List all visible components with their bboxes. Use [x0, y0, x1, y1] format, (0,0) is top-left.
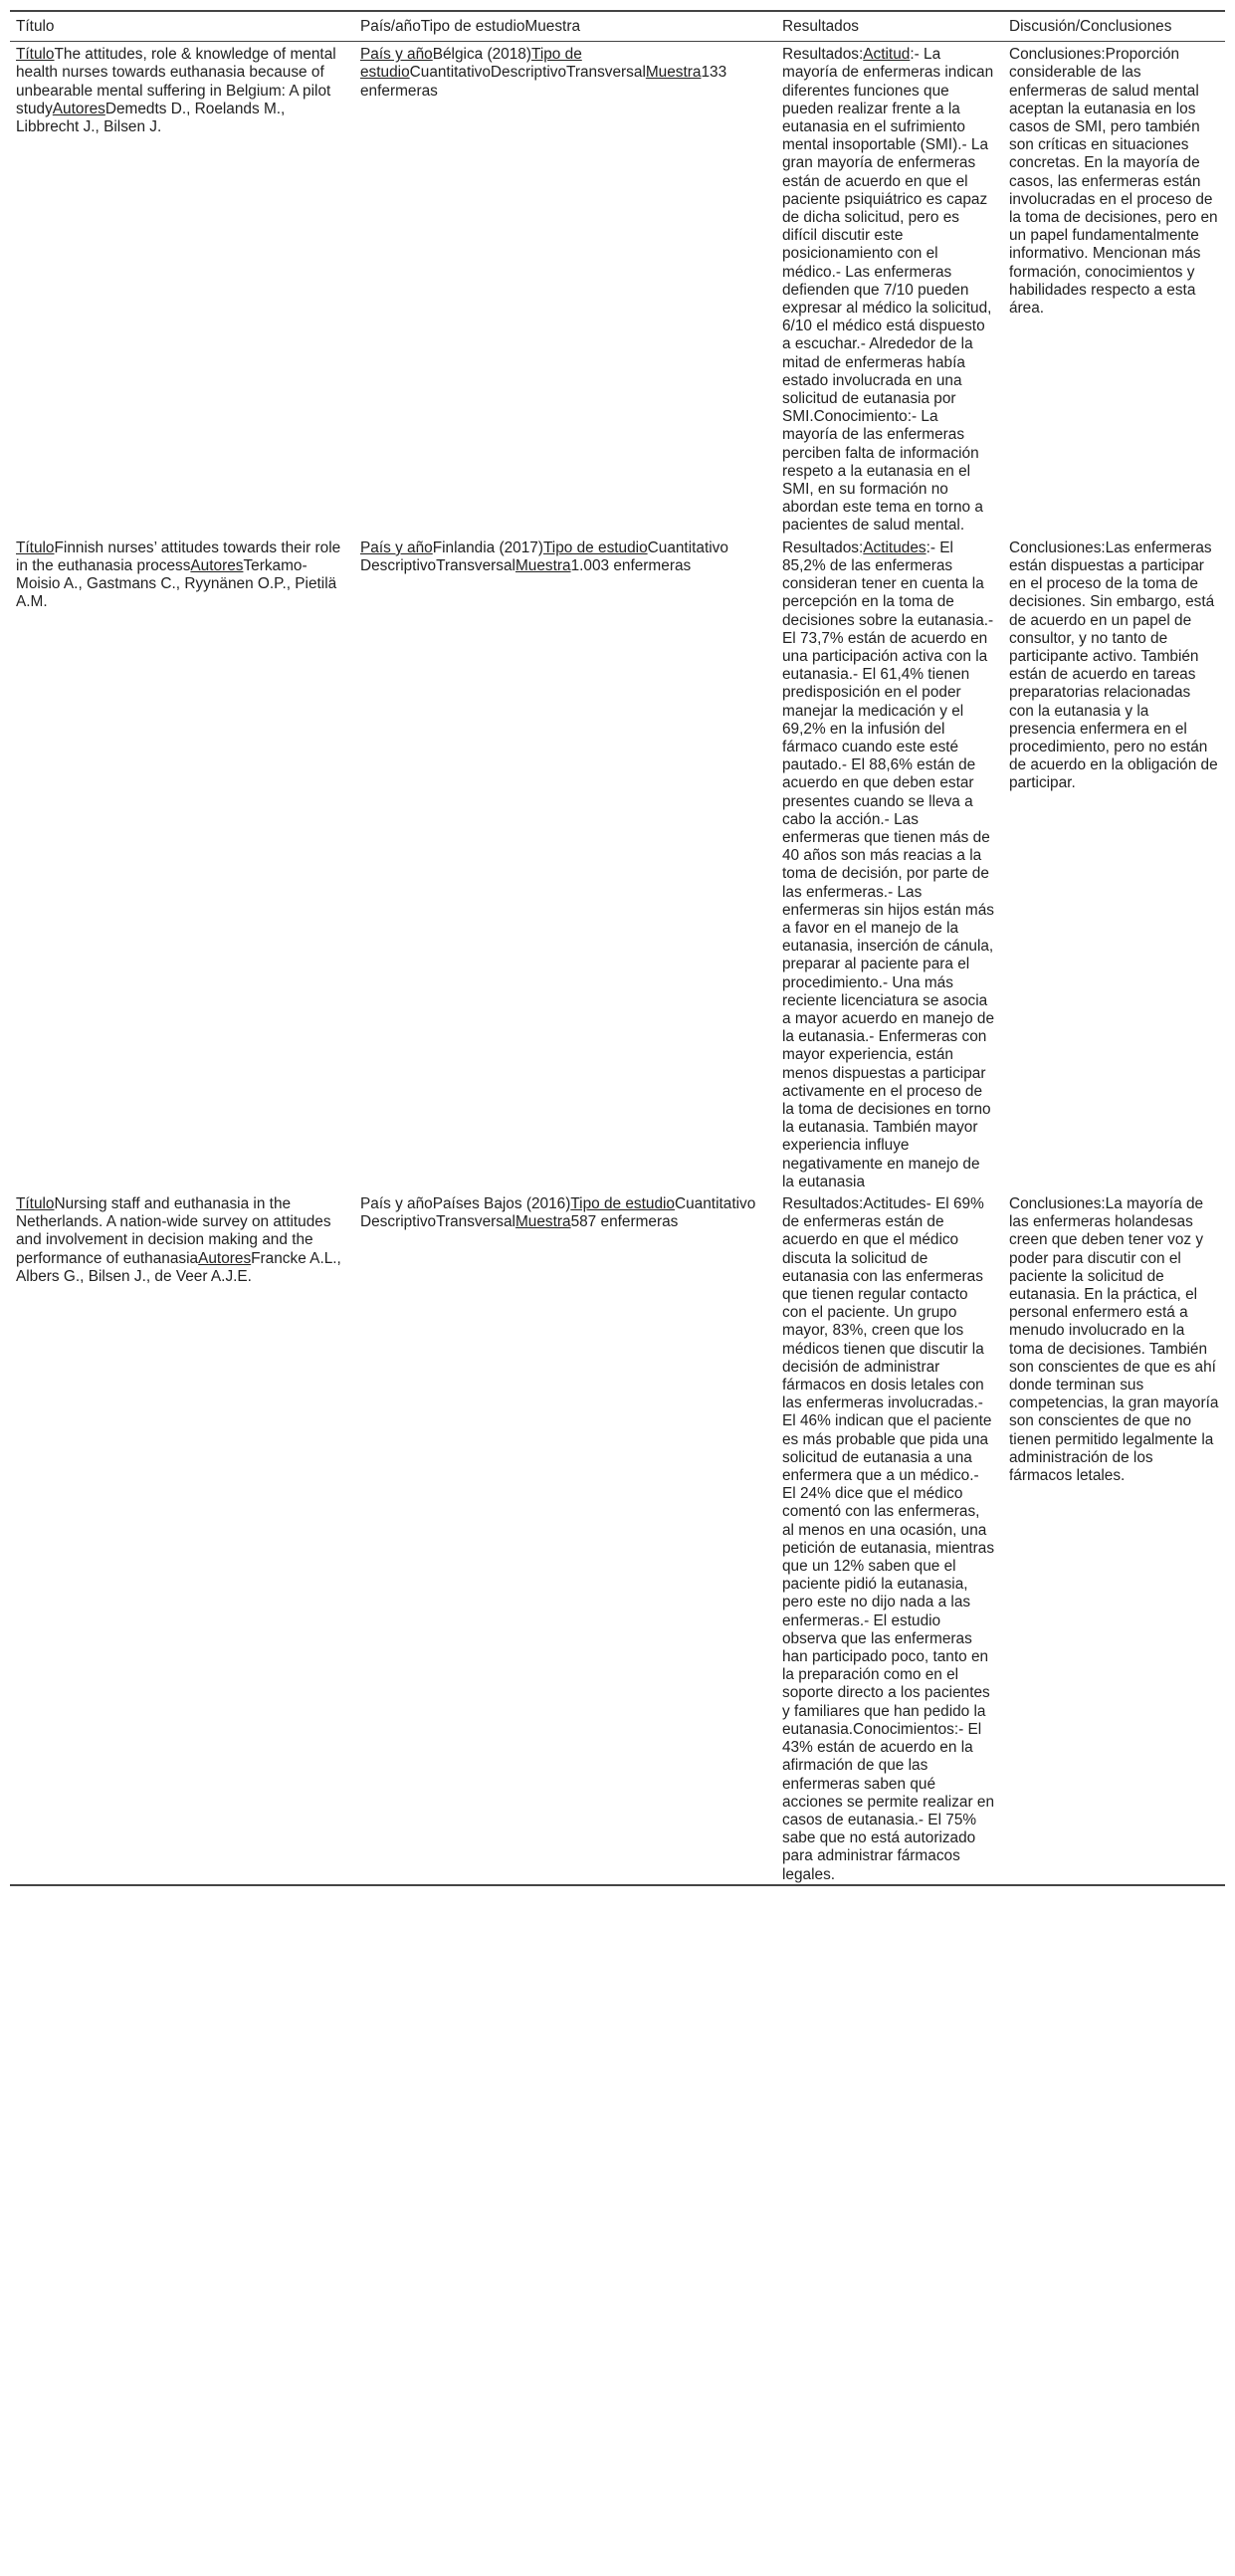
study-title: Finnish nurses’ attitudes towards their role in the euthanasia process: [16, 538, 341, 574]
results-text: :- El 85,2% de las enfermeras consideran tener en cuenta la percepción en la toma de decisiones sobre la eutanasia.- El 73,7% están de acuerdo en una participación activa con la eutanasia.- El 61,4% tienen predisposición en el poder manejar la medicación y el 69,2% en la infusión del fármaco cuando este esté pautado.- El 88,6% están de acuerdo en que deben estar presentes cuando se lleva a cabo la acción.- Las enfermeras que tienen más de 40 años son más reacias a la toma de decisión, por parte de las enfermeras.- Las enfermeras sin hijos están más a favor en el manejo de la eutanasia, inserción de cánula, preparar al paciente para el procedimiento.- Una más reciente licenciatura se asocia a mayor acuerdo en manejo de la eutanasia.- Enfermeras con mayor experiencia, están menos dispuestas a participar activamente en el proceso de la toma de decisiones en torno la eutanasia. También mayor experiencia influye negativamente en manejo de la eutanasia: [782, 538, 995, 1190]
label-autores: Autores: [52, 100, 105, 117]
label-titulo: Título: [16, 46, 55, 64]
cell-title: [10, 536, 354, 1191]
table-row: [10, 42, 1225, 536]
cell-results: [776, 1191, 1003, 1885]
label-titulo: Título: [16, 538, 55, 556]
cell-study: [354, 1191, 776, 1885]
study-authors: Terkamo-Moisio A., Gastmans C., Ryynänen O.P., Pietilä A.M.: [16, 556, 337, 611]
label-muestra: Muestra: [515, 556, 571, 574]
study-title: The attitudes, role & knowledge of mental health nurses towards euthanasia because of unbearable mental suffering in Belgium: A pilot study: [16, 46, 336, 117]
header-conclusiones: Discusión/Conclusiones: [1009, 18, 1172, 35]
table-row: [10, 1191, 1225, 1885]
label-tipo: Tipo de estudio: [360, 46, 582, 82]
study-sample: 587 enfermeras: [570, 1213, 679, 1231]
study-type: Cuantitativo DescriptivoTransversal: [360, 538, 728, 574]
header-pais-tipo-muestra: País/añoTipo de estudioMuestra: [360, 18, 581, 35]
study-type: Cuantitativo DescriptivoTransversal: [360, 1195, 756, 1231]
results-prefix: Resultados:: [782, 538, 864, 556]
study-country-year: Finlandia (2017): [432, 538, 543, 556]
label-pais: País y año: [360, 1195, 433, 1212]
cell-conclusions: Conclusiones:Las enfermeras están dispuestas a participar en el proceso de la toma de decisiones. Sin embargo, está de acuerdo en un papel de consultor, y no tanto de participante activo. También están de acuerdo en tareas preparatorias relacionadas con la eutanasia y la presencia enfermera en el procedimiento, pero no están de acuerdo en la obligación de participar.: [1009, 538, 1218, 792]
cell-study: [354, 42, 776, 536]
results-prefix: Resultados:Actitudes: [782, 1195, 926, 1212]
label-titulo: Título: [16, 1195, 55, 1212]
label-autores: Autores: [190, 556, 244, 574]
label-pais: País y año: [360, 46, 433, 64]
header-resultados: Resultados: [782, 18, 859, 35]
results-text: :- La mayoría de enfermeras indican diferentes funciones que pueden realizar frente a la eutanasia en el sufrimiento mental insoportable (SMI).- La gran mayoría de enfermeras están de acuerdo en que el paciente psiquiátrico es capaz de dicha solicitud, pero es difícil discutir este posicionamiento con el médico.- Las enfermeras defienden que 7/10 pueden expresar al médico la solicitud, 6/10 el médico está dispuesto a escuchar.- Alrededor de la mitad de enfermeras había estado involucrada en una solicitud de eutanasia por SMI.Conocimiento:- La mayoría de las enfermeras perciben falta de información respeto a la eutanasia en el SMI, en su formación no abordan este tema en torno a pacientes de salud mental.: [782, 46, 994, 535]
study-country-year: Países Bajos (2016): [432, 1195, 571, 1212]
cell-title: [10, 1191, 354, 1885]
cell-study: [354, 536, 776, 1191]
study-type: CuantitativoDescriptivoTransversal: [409, 64, 646, 82]
results-text: - El 69% de enfermeras están de acuerdo en que el médico discuta la solicitud de eutanasia con las enfermeras que tienen regular contacto con el paciente. Un grupo mayor, 83%, creen que los médicos tienen que discutir la decisión de administrar fármacos en dosis letales con las enfermeras involucradas.- El 46% indican que el paciente es más probable que pida una solicitud de eutanasia a una enfermera que a un médico.- El 24% dice que el médico comentó con las enfermeras, al menos en una ocasión, una petición de eutanasia, mientras que un 12% saben que el paciente pidió la eutanasia, pero este no dijo nada a las enfermeras.- El estudio observa que las enfermeras han participado poco, tanto en la preparación como en el soporte directo a los pacientes y familiares que han pedido la eutanasia.Conocimientos:- El 43% están de acuerdo en la afirmación de que las enfermeras saben qué acciones se permite realizar en casos de eutanasia.- El 75% sabe que no está autorizado para administrar fármacos legales.: [782, 1195, 995, 1883]
study-authors: Francke A.L., Albers G., Bilsen J., de Veer A.J.E.: [16, 1249, 341, 1285]
cell-conclusions: Conclusiones:Proporción considerable de las enfermeras de salud mental aceptan la eutanasia en los casos de SMI, pero también son críticas en situaciones concretas. En la mayoría de casos, las enfermeras están involucradas en el proceso de la toma de decisiones, pero en un papel fundamentalmente informativo. Mencionan más formación, conocimientos y habilidades respecto a esta área.: [1009, 46, 1218, 318]
label-pais: País y año: [360, 538, 433, 556]
table-header: [10, 11, 1225, 42]
results-prefix: Resultados:: [782, 46, 864, 64]
label-tipo: Tipo de estudio: [570, 1195, 675, 1212]
table-row: [10, 536, 1225, 1191]
studies-table: [10, 10, 1225, 1886]
study-authors: Demedts D., Roelands M., Libbrecht J., Bilsen J.: [16, 100, 286, 136]
cell-title: [10, 42, 354, 536]
study-sample: 133 enfermeras: [360, 64, 727, 100]
label-actitud: Actitud: [863, 46, 911, 64]
label-muestra: Muestra: [645, 64, 702, 82]
label-actitudes: Actitudes: [863, 538, 926, 556]
cell-results: [776, 42, 1003, 536]
header-row: [10, 11, 1225, 42]
study-sample: 1.003 enfermeras: [570, 556, 692, 574]
header-titulo: Título: [16, 18, 55, 35]
label-tipo: Tipo de estudio: [542, 538, 648, 556]
study-title: Nursing staff and euthanasia in the Netherlands. A nation-wide survey on attitudes and involvement in decision making and the performance of euthanasia: [16, 1195, 331, 1267]
label-autores: Autores: [198, 1249, 252, 1267]
cell-conclusions: Conclusiones:La mayoría de las enfermeras holandesas creen que deben tener voz y poder para discutir con el paciente la solicitud de eutanasia. En la práctica, el personal enfermero está a menudo involucrado en la toma de decisiones. También son conscientes de que es ahí donde terminan sus competencias, la gran mayoría son conscientes de que no tienen permitido legalmente la administración de los fármacos letales.: [1009, 1195, 1219, 1485]
table-body: [10, 42, 1225, 1885]
label-muestra: Muestra: [515, 1213, 571, 1231]
study-country-year: Bélgica (2018): [432, 46, 531, 64]
cell-results: [776, 536, 1003, 1191]
